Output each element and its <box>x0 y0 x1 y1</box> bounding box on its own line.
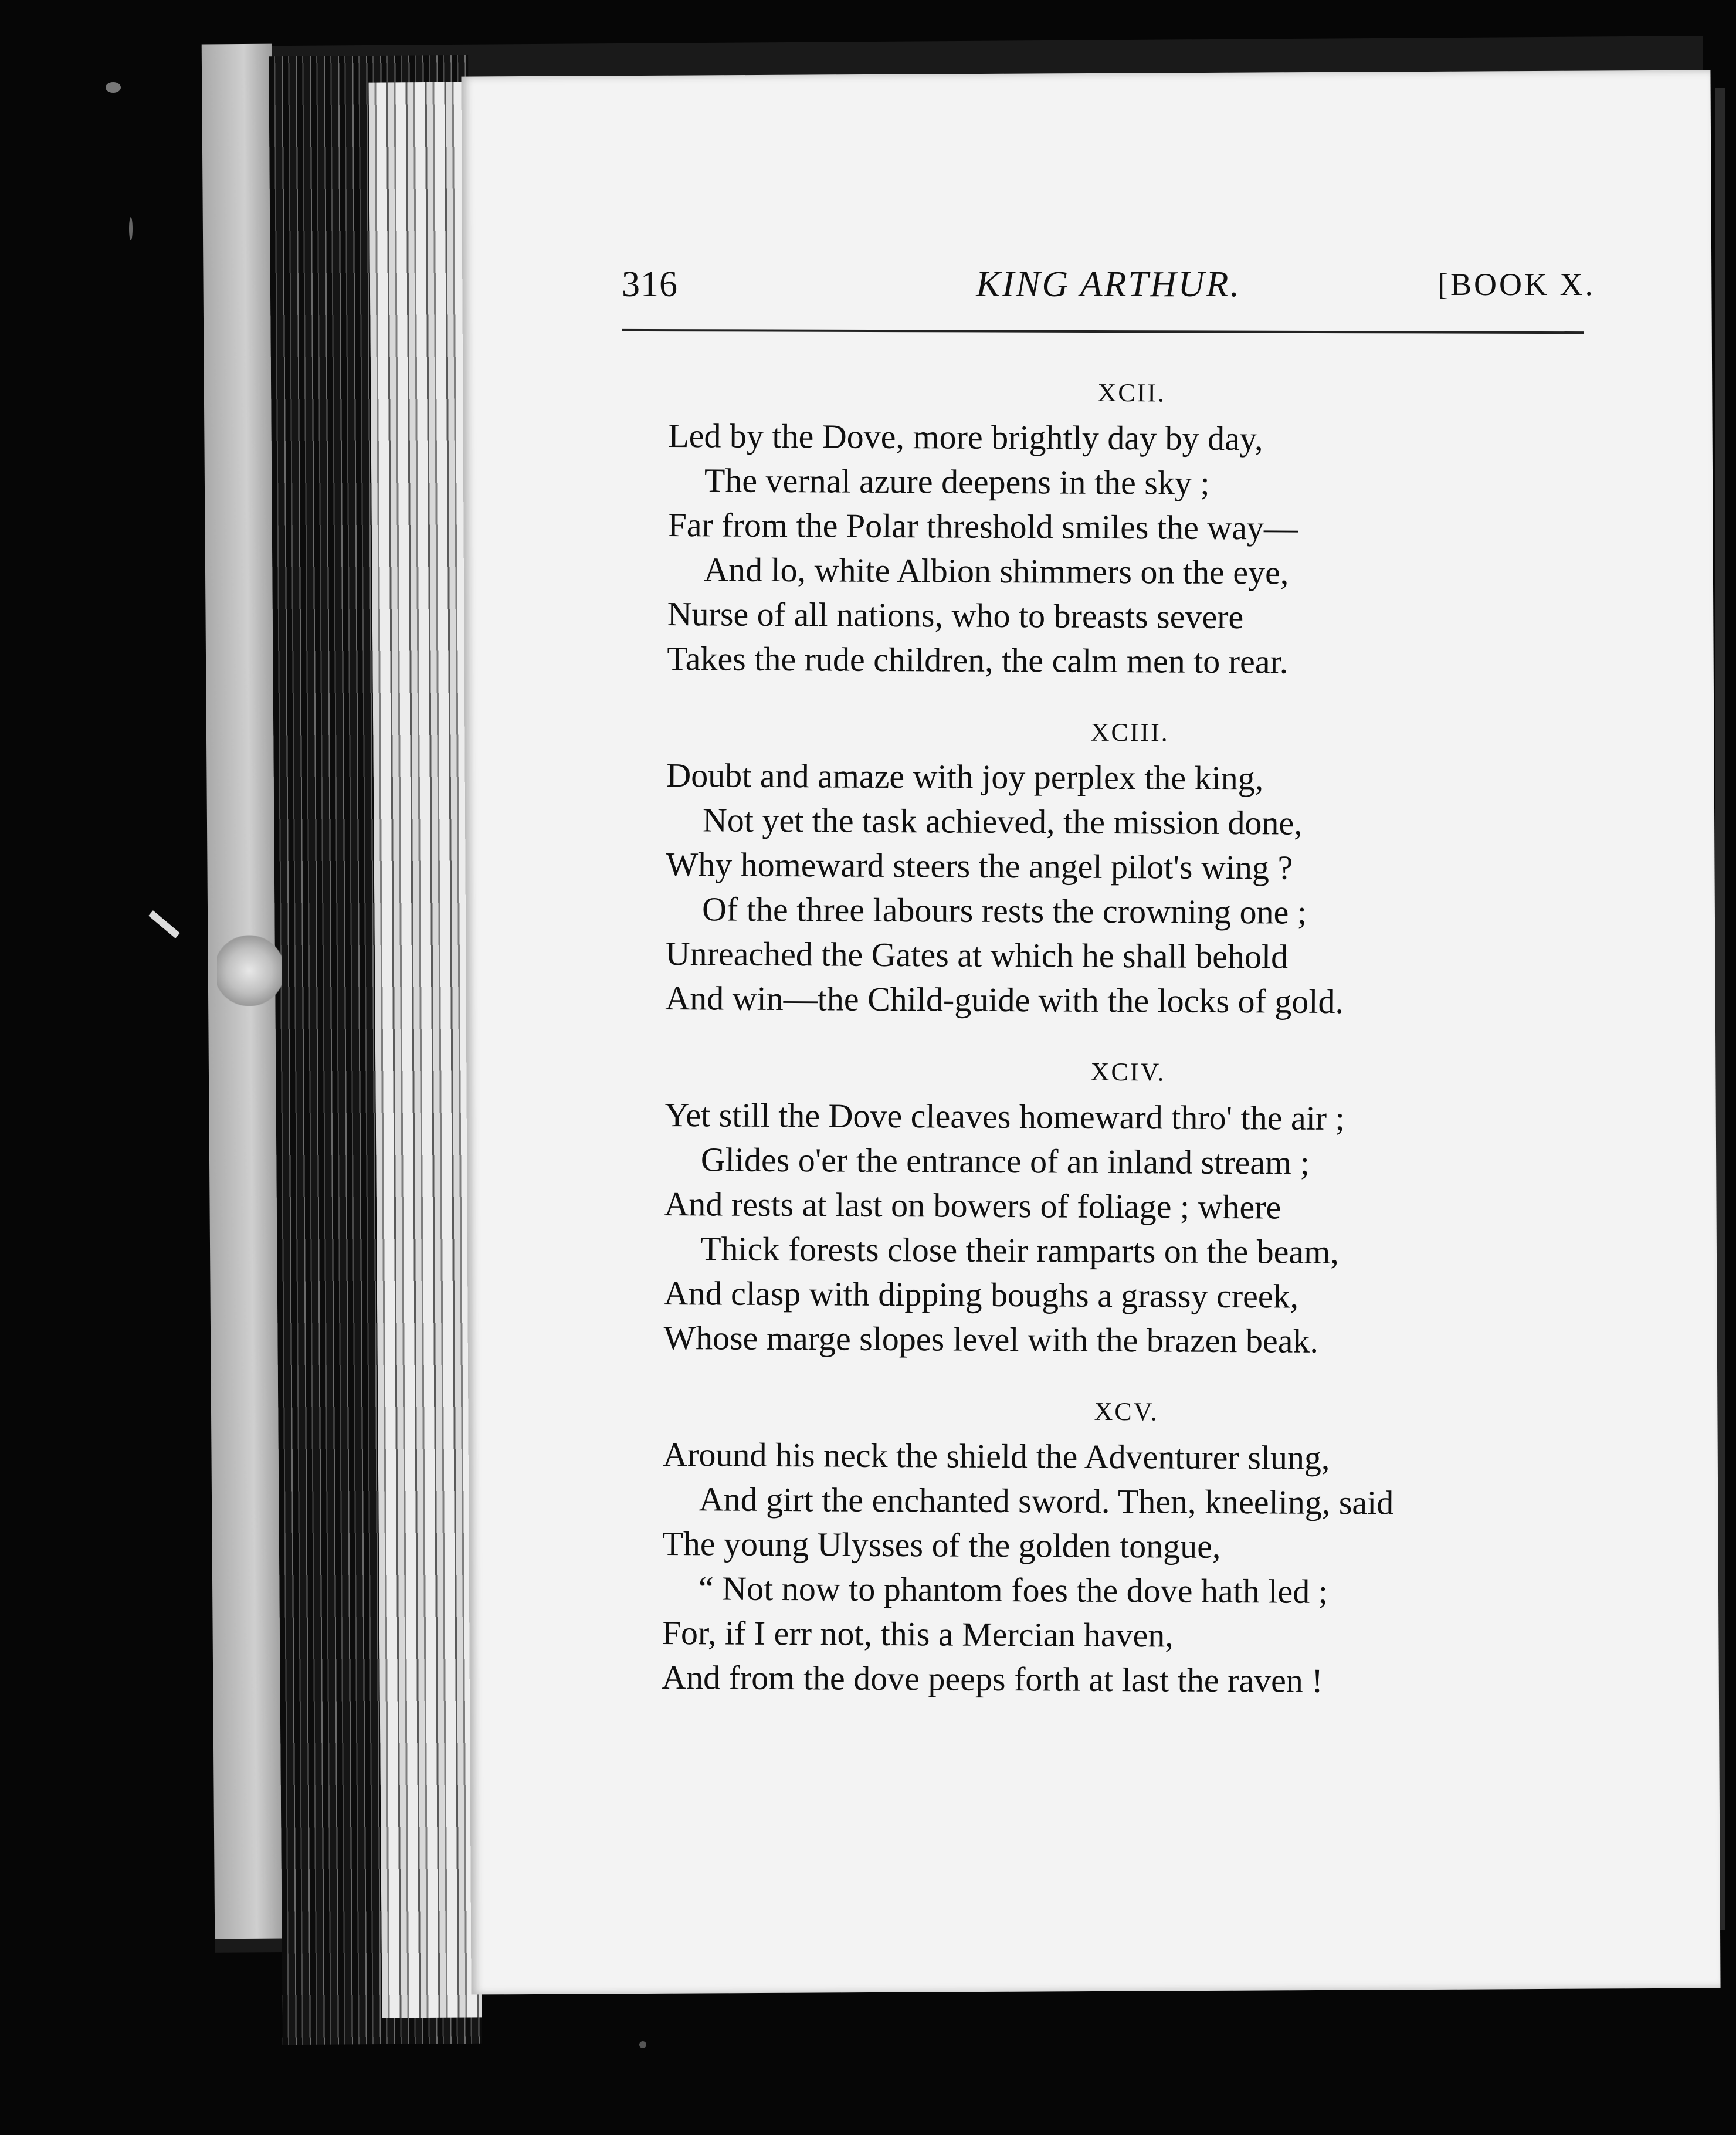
dust-speck <box>639 2041 646 2048</box>
poem-text <box>662 364 1548 1738</box>
verse-line: And lo, white Albion shimmers on the eye, <box>703 550 1289 592</box>
book-section-label: [BOOK X. <box>1437 267 1595 302</box>
verse-line: Nurse of all nations, who to breasts severe <box>667 594 1244 636</box>
verse-line: And rests at last on bowers of foliage ; where <box>664 1184 1281 1226</box>
verse-line: Yet still the Dove cleaves homeward thro' the air ; <box>664 1095 1345 1138</box>
verse-line: And girt the enchanted sword. Then, kneeling, said <box>699 1480 1394 1522</box>
paper-stain <box>217 933 282 1009</box>
stanza-number: XCIV. <box>1090 1057 1166 1087</box>
header-title: KING ARTHUR. <box>976 265 1241 304</box>
verse-line: And clasp with dipping boughs a grassy creek, <box>663 1273 1299 1316</box>
page-number: 316 <box>622 265 678 304</box>
verse-line: Glides o'er the entrance of an inland stream ; <box>700 1140 1310 1182</box>
stanza <box>662 1394 1543 1704</box>
verse-line: And from the dove peeps forth at last the raven ! <box>662 1658 1323 1700</box>
verse-line: And win—the Child-guide with the locks of gold. <box>665 978 1344 1021</box>
verse-line: Unreached the Gates at which he shall behold <box>665 934 1289 976</box>
verse-line: Not yet the task achieved, the mission done, <box>702 801 1303 842</box>
verse-line: For, if I err not, this a Mercian haven, <box>662 1613 1174 1655</box>
stanza <box>667 375 1548 686</box>
verse-line: Why homeward steers the angel pilot's wing ? <box>666 845 1293 887</box>
verse-line: Around his neck the shield the Adventurer slung, <box>663 1435 1330 1477</box>
verse-line: Whose marge slopes level with the brazen beak. <box>663 1318 1319 1360</box>
stanza <box>663 1055 1545 1365</box>
stanza <box>665 715 1547 1025</box>
dust-speck <box>129 217 133 240</box>
verse-line: Led by the Dove, more brightly day by day, <box>668 416 1263 458</box>
verse-line: The vernal azure deepens in the sky ; <box>704 461 1210 502</box>
verse-line: “ Not now to phantom foes the dove hath led ; <box>698 1569 1328 1611</box>
stanza-number: XCIII. <box>1090 717 1169 747</box>
verse-line: Doubt and amaze with joy perplex the king, <box>666 755 1264 798</box>
running-header <box>622 264 1595 317</box>
stanza-number: XCII. <box>1097 378 1167 408</box>
stanza-number: XCV. <box>1094 1397 1159 1426</box>
verse-line: Takes the rude children, the calm men to rear. <box>667 639 1289 681</box>
verse-line: The young Ulysses of the golden tongue, <box>662 1524 1221 1565</box>
dust-speck <box>106 82 121 93</box>
verse-line: Thick forests close their ramparts on the beam, <box>700 1229 1340 1272</box>
verse-line: Far from the Polar threshold smiles the way— <box>667 505 1298 547</box>
scan-artifact-mark <box>148 910 180 938</box>
verse-line: Of the three labours rests the crowning one ; <box>701 890 1307 931</box>
